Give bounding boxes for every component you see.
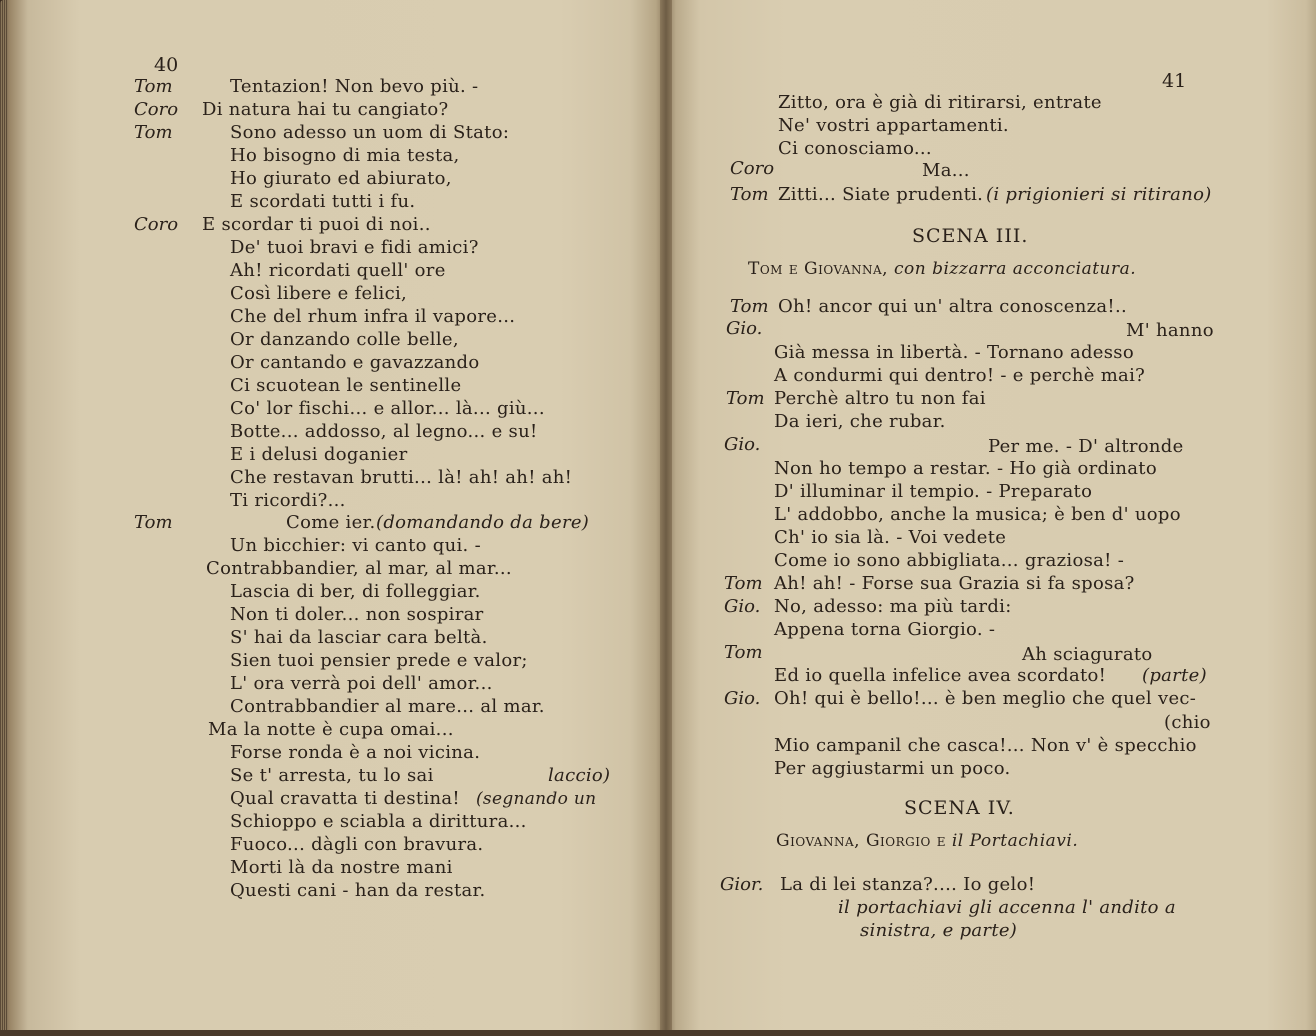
cast-names: Giovanna, Giorgio e — [776, 831, 946, 851]
cast-note: con bizzarra acconciatura. — [893, 259, 1137, 279]
verse-line: Ma la notte è cupa omai... — [208, 719, 454, 740]
verse-line: Ne' vostri appartamenti. — [778, 115, 1009, 136]
verse-line: Fuoco... dàgli con bravura. — [230, 834, 484, 855]
verse-line: Contrabbandier, al mar, al mar... — [206, 558, 512, 579]
verse-line: Ho bisogno di mia testa, — [230, 145, 460, 166]
speaker-label: Gio. — [726, 318, 763, 339]
verse-line: Ma... — [922, 160, 970, 181]
verse-line: Ed io quella infelice avea scordato! — [774, 665, 1107, 686]
page-edge — [0, 0, 8, 1036]
verse-line: Così libere e felici, — [230, 283, 408, 304]
verse-line: Per me. - D' altronde — [988, 436, 1184, 457]
right-page — [666, 0, 1316, 1036]
verse-line: Non ti doler... non sospirar — [230, 604, 484, 625]
verse-line: Zitto, ora è già di ritirarsi, entrate — [778, 92, 1102, 113]
stage-direction: laccio) — [548, 765, 611, 786]
verse-line: Contrabbandier al mare... al mar. — [230, 696, 545, 717]
verse-line: E scordati tutti i fu. — [230, 191, 416, 212]
verse-line: A condurmi qui dentro! - e perchè mai? — [774, 365, 1146, 386]
verse-line: Morti là da nostre mani — [230, 857, 453, 878]
verse-line: Mio campanil che casca!... Non v' è specchio — [774, 735, 1197, 756]
speaker-label: Tom — [724, 573, 763, 594]
verse-line: Oh! ancor qui un' altra conoscenza!.. — [778, 296, 1128, 317]
speaker-label: Coro — [134, 99, 179, 120]
cast-note: il Portachiavi. — [951, 831, 1079, 851]
verse-line: Per aggiustarmi un poco. — [774, 758, 1011, 779]
verse-line: Oh! qui è bello!... è ben meglio che quel vec- — [774, 688, 1197, 709]
book-gutter — [660, 0, 672, 1036]
speaker-label: Gio. — [724, 596, 761, 617]
cast-names: Tom e Giovanna, — [748, 259, 889, 279]
speaker-label: Gio. — [724, 688, 761, 709]
verse-line: Sono adesso un uom di Stato: — [230, 122, 510, 143]
verse-line: Forse ronda è a noi vicina. — [230, 742, 481, 763]
verse-line: S' hai da lasciar cara beltà. — [230, 627, 488, 648]
verse-line: Se t' arresta, tu lo sai — [230, 765, 434, 786]
page-number: 41 — [1162, 70, 1187, 92]
verse-line: Da ieri, che rubar. — [774, 411, 946, 432]
verse-line: L' addobbo, anche la musica; è ben d' uopo — [774, 504, 1181, 525]
verse-line: Ch' io sia là. - Voi vedete — [774, 527, 1007, 548]
speaker-label: Tom — [726, 388, 765, 409]
verse-line: Perchè altro tu non fai — [774, 388, 986, 409]
verse-line: Ah! ah! - Forse sua Grazia si fa sposa? — [774, 573, 1135, 594]
verse-line: Qual cravatta ti destina! — [230, 788, 460, 809]
verse-line: Ho giurato ed abiurato, — [230, 168, 452, 189]
scene-cast — [748, 258, 1136, 280]
scene-cast — [776, 830, 1078, 852]
speaker-label: Tom — [730, 296, 769, 317]
verse-line: Di natura hai tu cangiato? — [202, 99, 449, 120]
verse-line: E scordar ti puoi di noi.. — [202, 214, 431, 235]
verse-line: No, adesso: ma più tardi: — [774, 596, 1012, 617]
verse-line: D' illuminar il tempio. - Preparato — [774, 481, 1093, 502]
stage-direction: il portachiavi gli accenna l' andito a — [838, 897, 1176, 918]
stage-direction: sinistra, e parte) — [860, 920, 1018, 941]
stage-direction: (domandando da bere) — [376, 512, 590, 533]
verse-line: Appena torna Giorgio. - — [774, 619, 996, 640]
stage-direction: (segnando un — [476, 789, 597, 809]
verse-line: Ci scuotean le sentinelle — [230, 375, 462, 396]
verse-line: Questi cani - han da restar. — [230, 880, 486, 901]
verse-line: Ti ricordi?... — [230, 490, 346, 511]
speaker-label: Tom — [724, 642, 763, 663]
verse-line: Lascia di ber, di folleggiar. — [230, 581, 481, 602]
verse-line: Or danzando colle belle, — [230, 329, 459, 350]
verse-line: Ah! ricordati quell' ore — [230, 260, 446, 281]
verse-line: L' ora verrà poi dell' amor... — [230, 673, 493, 694]
verse-line: Come io sono abbigliata... graziosa! - — [774, 550, 1125, 571]
verse-line: Botte... addosso, al legno... e su! — [230, 421, 538, 442]
verse-line: Non ho tempo a restar. - Ho già ordinato — [774, 458, 1157, 479]
verse-line: De' tuoi bravi e fidi amici? — [230, 237, 479, 258]
scene-heading: SCENA III. — [912, 225, 1029, 247]
verse-line: Tentazion! Non bevo più. - — [230, 76, 479, 97]
verse-line: La di lei stanza?.... Io gelo! — [780, 874, 1036, 895]
verse-line: E i delusi doganier — [230, 444, 408, 465]
book-bottom-edge — [0, 1030, 1316, 1036]
speaker-label: Coro — [730, 158, 775, 179]
speaker-label: Gio. — [724, 434, 761, 455]
verse-line: Come ier. — [286, 512, 376, 533]
verse-line: Che restavan brutti... là! ah! ah! ah! — [230, 467, 573, 488]
stage-direction: (i prigionieri si ritirano) — [986, 184, 1212, 205]
verse-line: M' hanno — [1126, 320, 1214, 341]
speaker-label: Tom — [730, 184, 769, 205]
verse-line: Che del rhum infra il vapore... — [230, 306, 516, 327]
verse-line: Ci conosciamo... — [778, 138, 932, 159]
speaker-label: Tom — [134, 76, 173, 97]
verse-line: Un bicchier: vi canto qui. - — [230, 535, 481, 556]
verse-line: Zitti... Siate prudenti. — [778, 184, 984, 205]
stage-direction: (parte) — [1142, 665, 1207, 686]
verse-line: (chio — [1164, 712, 1211, 733]
speaker-label: Tom — [134, 122, 173, 143]
verse-line: Ah sciagurato — [1022, 644, 1153, 665]
verse-line: Co' lor fischi... e allor... là... giù... — [230, 398, 545, 419]
speaker-label: Gior. — [720, 874, 764, 895]
verse-line: Schioppo e sciabla a dirittura... — [230, 811, 527, 832]
verse-line: Sien tuoi pensier prede e valor; — [230, 650, 528, 671]
verse-line: Già messa in libertà. - Tornano adesso — [774, 342, 1134, 363]
verse-line: Or cantando e gavazzando — [230, 352, 480, 373]
speaker-label: Tom — [134, 512, 173, 533]
speaker-label: Coro — [134, 214, 179, 235]
scene-heading: SCENA IV. — [904, 797, 1015, 819]
page-number: 40 — [154, 54, 179, 76]
